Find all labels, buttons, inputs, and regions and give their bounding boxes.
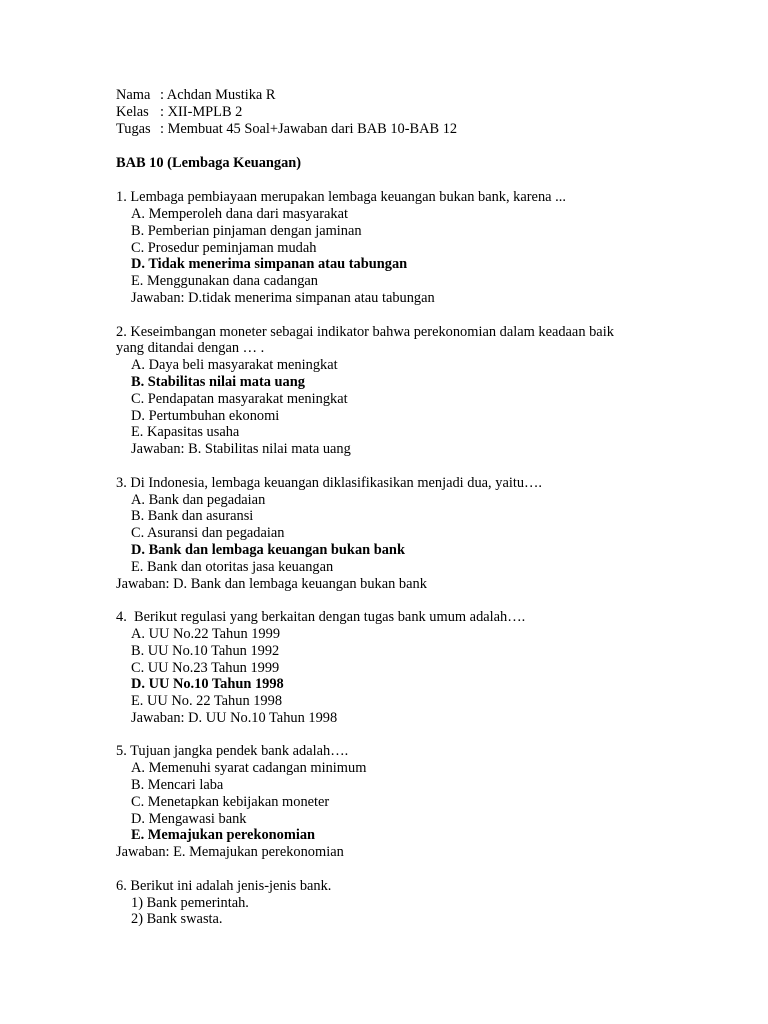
option-b: B. Pemberian pinjaman dengan jaminan [131, 222, 362, 239]
option-c: C. Asuransi dan pegadaian [131, 525, 285, 542]
option-d-correct: D. Bank dan lembaga keuangan bukan bank [131, 541, 405, 558]
option-e: E. Menggunakan dana cadangan [131, 273, 319, 290]
task-label: Tugas [116, 120, 151, 137]
task-value: : Membuat 45 Soal+Jawaban dari BAB 10-BAB 12 [160, 120, 458, 137]
question-6 [116, 878, 676, 928]
answer-text: Jawaban: D. Bank dan lembaga keuangan bukan bank [116, 575, 427, 592]
option-a: A. Bank dan pegadaian [131, 491, 266, 508]
option-e: E. Bank dan otoritas jasa keuangan [131, 558, 334, 575]
answer-text: Jawaban: B. Stabilitas nilai mata uang [131, 441, 351, 458]
option-d: D. Mengawasi bank [131, 810, 247, 827]
option-c: C. Pendapatan masyarakat meningkat [131, 390, 348, 407]
question-4 [116, 609, 676, 727]
question-3 [116, 475, 676, 593]
option-d-correct: D. UU No.10 Tahun 1998 [131, 676, 284, 693]
answer-text: Jawaban: E. Memajukan perekonomian [116, 844, 344, 861]
option-a: A. Daya beli masyarakat meningkat [131, 357, 338, 374]
question-text: 4. Berikut regulasi yang berkaitan dengan tugas bank umum adalah…. [116, 609, 526, 626]
question-text-cont: yang ditandai dengan … . [116, 340, 265, 357]
task-row [116, 121, 676, 138]
option-b: B. UU No.10 Tahun 1992 [131, 642, 280, 659]
question-5 [116, 743, 676, 861]
question-text: 6. Berikut ini adalah jenis-jenis bank. [116, 877, 332, 894]
option-d: D. Pertumbuhan ekonomi [131, 407, 280, 424]
student-header [116, 87, 676, 137]
class-value: : XII-MPLB 2 [160, 103, 243, 120]
option-e: E. Kapasitas usaha [131, 424, 240, 441]
list-item: 1) Bank pemerintah. [131, 894, 249, 911]
question-1 [116, 189, 676, 307]
question-text: 2. Keseimbangan moneter sebagai indikator bahwa perekonomian dalam keadaan baik [116, 323, 614, 340]
option-c: C. UU No.23 Tahun 1999 [131, 659, 280, 676]
name-value: : Achdan Mustika R [160, 87, 276, 103]
option-b-correct: B. Stabilitas nilai mata uang [131, 373, 305, 390]
answer-text: Jawaban: D.tidak menerima simpanan atau tabungan [131, 289, 435, 306]
list-item: 2) Bank swasta. [131, 911, 223, 928]
question-text: 5. Tujuan jangka pendek bank adalah…. [116, 743, 349, 760]
question-text: 1. Lembaga pembiayaan merupakan lembaga keuangan bukan bank, karena ... [116, 189, 566, 206]
class-label: Kelas [116, 103, 149, 120]
option-c: C. Menetapkan kebijakan moneter [131, 793, 330, 810]
option-b: B. Mencari laba [131, 777, 224, 794]
question-text: 3. Di Indonesia, lembaga keuangan diklasifikasikan menjadi dua, yaitu…. [116, 474, 543, 491]
answer-text: Jawaban: D. UU No.10 Tahun 1998 [131, 709, 338, 726]
option-e: E. UU No. 22 Tahun 1998 [131, 693, 283, 710]
question-2 [116, 324, 676, 458]
class-row [116, 104, 676, 121]
option-a: A. Memperoleh dana dari masyarakat [131, 205, 348, 222]
document-body [116, 87, 676, 928]
name-row [116, 87, 676, 104]
option-a: A. UU No.22 Tahun 1999 [131, 625, 281, 642]
option-c: C. Prosedur peminjaman mudah [131, 239, 317, 256]
option-e-correct: E. Memajukan perekonomian [131, 827, 316, 844]
option-b: B. Bank dan asuransi [131, 508, 254, 525]
name-label: Nama [116, 87, 151, 103]
option-a: A. Memenuhi syarat cadangan minimum [131, 760, 367, 777]
option-d-correct: D. Tidak menerima simpanan atau tabungan [131, 256, 408, 273]
section-title: BAB 10 (Lembaga Keuangan) [116, 154, 302, 171]
